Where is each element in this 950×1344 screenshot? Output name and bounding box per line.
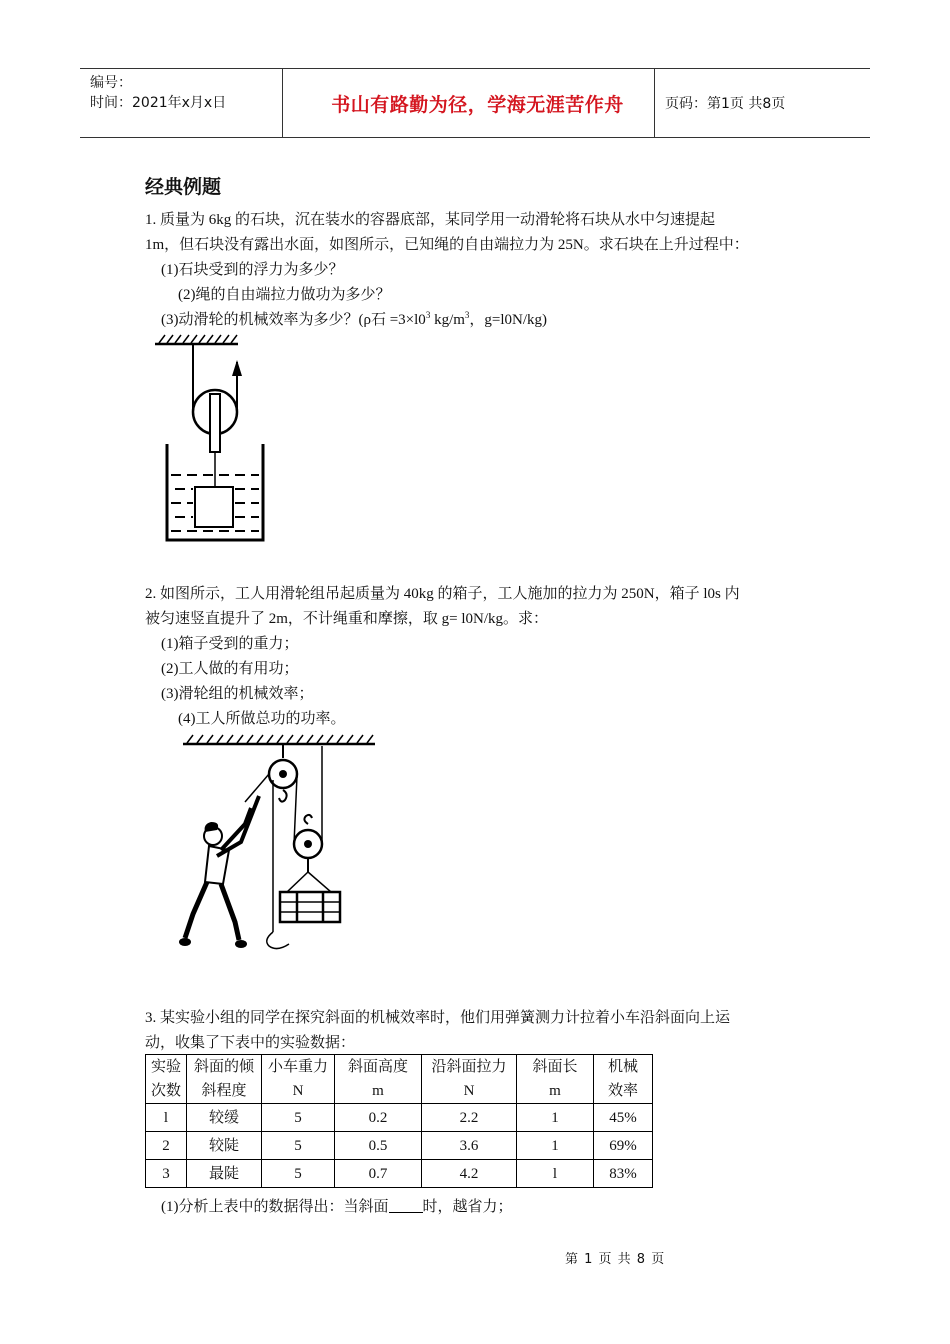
experiment-data-table [145, 1054, 653, 1188]
table-header-row [146, 1055, 653, 1104]
page-footer: 第 1 页 共 8 页 [565, 1252, 665, 1267]
q1-sub1: (1)石块受到的浮力为多少？ [161, 262, 344, 278]
table-cell: 5 [262, 1104, 335, 1132]
table-cell: 83% [594, 1160, 653, 1188]
table-cell: 2.2 [422, 1104, 517, 1132]
table-cell: 45% [594, 1104, 653, 1132]
q1-sub3-unit: kg/m [430, 312, 465, 328]
table-cell: 3.6 [422, 1132, 517, 1160]
q1-sub3-exp2: 3 [464, 310, 470, 320]
q2-sub1: (1)箱子受到的重力； [161, 636, 299, 652]
q1-pulley-figure [145, 332, 285, 547]
table-cell: 1 [517, 1132, 594, 1160]
table-cell: 0.5 [335, 1132, 422, 1160]
header-cell: 机械 效率 [594, 1055, 653, 1104]
table-cell: 5 [262, 1160, 335, 1188]
table-row [146, 1104, 653, 1132]
header-cell: 斜面高度 m [335, 1055, 422, 1104]
header-page-info: 页码：第1页 共8页 [665, 96, 786, 112]
table-cell: 较陡 [187, 1132, 262, 1160]
header-cell: 斜面的倾 斜程度 [187, 1055, 262, 1104]
q1-sub3 [161, 308, 547, 332]
table-cell: 0.2 [335, 1104, 422, 1132]
table-cell: 最陡 [187, 1160, 262, 1188]
header-cell: 实验 次数 [146, 1055, 187, 1104]
q3-line2: 动，收集了下表中的实验数据： [145, 1035, 356, 1051]
q3-line1: 3. 某实验小组的同学在探究斜面的机械效率时，他们用弹簧测力计拉着小车沿斜面向上运 [145, 1010, 731, 1026]
q1-line1: 1. 质量为 6kg 的石块，沉在装水的容器底部，某同学用一动滑轮将石块从水中匀速提起 [145, 212, 716, 228]
q2-line2: 被匀速竖直提升了 2m，不计绳重和摩擦，取 g= l0N/kg。求： [145, 611, 549, 627]
q1-line2: 1m，但石块没有露出水面，如图所示，已知绳的自由端拉力为 25N。求石块在上升过程中： [145, 237, 749, 253]
q1-sub3-text: (3)动滑轮的机械效率为多少？(ρ石 =3×l0 [161, 312, 426, 328]
table-cell: 0.7 [335, 1160, 422, 1188]
q1-sub2: (2)绳的自由端拉力做功为多少？ [178, 287, 391, 303]
table-row [146, 1132, 653, 1160]
serial-label: 编号： [90, 75, 132, 91]
q3-sub1-end: 时，越省力； [422, 1199, 513, 1215]
q3-sub1 [161, 1195, 513, 1219]
header-cell: 小车重力 N [262, 1055, 335, 1104]
table-cell: 69% [594, 1132, 653, 1160]
header-meta [90, 73, 226, 113]
header-motto: 书山有路勤为径，学海无涯苦作舟 [331, 94, 624, 116]
table-cell: 5 [262, 1132, 335, 1160]
table-cell: 1 [517, 1104, 594, 1132]
q2-sub3: (3)滑轮组的机械效率； [161, 686, 314, 702]
time-label: 时间：2021年x月x日 [90, 95, 227, 111]
header-cell: 斜面长 m [517, 1055, 594, 1104]
q1-sub3-end: ，g=l0N/kg) [469, 312, 548, 328]
page-header [80, 68, 870, 138]
table-cell: 3 [146, 1160, 187, 1188]
header-divider [654, 69, 655, 137]
header-divider [282, 69, 283, 137]
table-cell: 较缓 [187, 1104, 262, 1132]
header-cell: 沿斜面拉力 N [422, 1055, 517, 1104]
q2-line1: 2. 如图所示，工人用滑轮组吊起质量为 40kg 的箱子，工人施加的拉力为 250N，箱子 l0s 内 [145, 586, 740, 602]
q2-sub4: (4)工人所做总功的功率。 [178, 711, 346, 727]
answer-blank [389, 1196, 423, 1213]
table-cell: 2 [146, 1132, 187, 1160]
table-cell: l [146, 1104, 187, 1132]
table-cell: 4.2 [422, 1160, 517, 1188]
q3-sub1-text: (1)分析上表中的数据得出：当斜面 [161, 1199, 389, 1215]
table-cell: l [517, 1160, 594, 1188]
q2-sub2: (2)工人做的有用功； [161, 661, 299, 677]
q1-sub3-exp: 3 [425, 310, 431, 320]
section-title: 经典例题 [145, 176, 222, 198]
table-row [146, 1160, 653, 1188]
q2-pulley-block-figure [175, 732, 380, 957]
